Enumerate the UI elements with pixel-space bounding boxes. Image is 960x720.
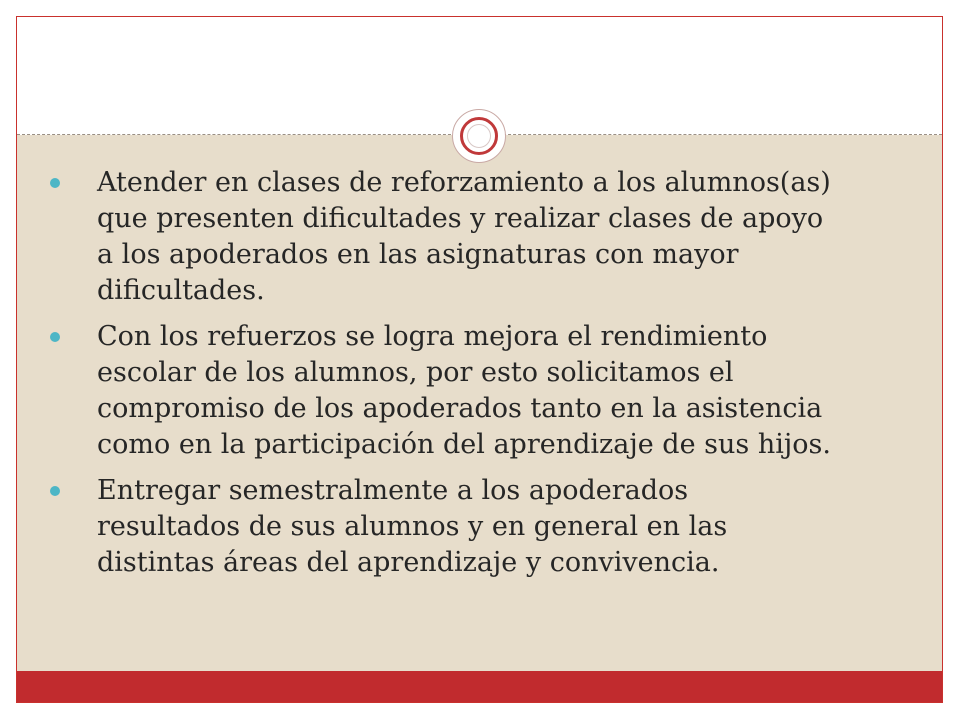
bullet-text: Atender en clases de reforzamiento a los alumnos(as) que presenten dificultades y realizar clases de apoyo a los apoderados en las asignaturas con mayor dificultades.	[97, 167, 831, 306]
circle-ring-inner	[467, 124, 491, 148]
bullet-dot-icon	[50, 178, 60, 188]
bullet-text: Con los refuerzos se logra mejora el rendimiento escolar de los alumnos, por esto solicitamos el compromiso de los apoderados tanto en la asistencia como en la participación del aprendizaje de sus hijos.	[97, 321, 831, 460]
bullet-dot-icon	[50, 486, 60, 496]
bullet-item	[17, 165, 942, 309]
circle-ornament-icon	[452, 109, 506, 163]
slide	[16, 16, 943, 703]
bullet-item	[17, 319, 942, 463]
bullet-text: Entregar semestralmente a los apoderados resultados de sus alumnos y en general en las distintas áreas del aprendizaje y convivencia.	[97, 475, 728, 578]
circle-ring	[460, 117, 498, 155]
bullet-list	[17, 165, 942, 591]
bullet-dot-icon	[50, 332, 60, 342]
footer-bar	[17, 671, 942, 703]
bullet-item	[17, 473, 942, 581]
